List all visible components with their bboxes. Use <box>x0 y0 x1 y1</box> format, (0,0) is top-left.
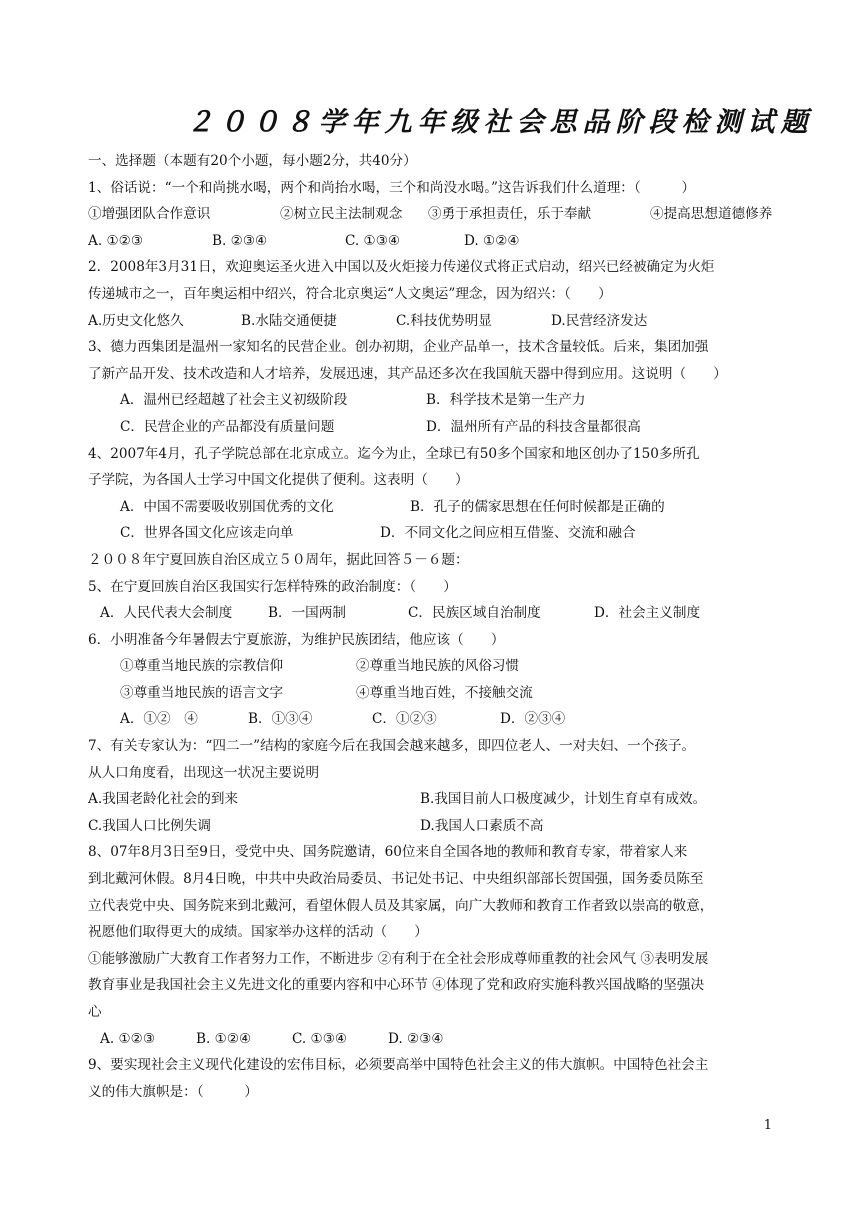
q6-stem: 6．小明准备今年暑假去宁夏旅游，为维护民族团结，他应该（ ） <box>88 631 505 648</box>
q6-statement-1: ①尊重当地民族的宗教信仰 <box>120 658 284 675</box>
q2-stem-line1: 2．2008年3月31日，欢迎奥运圣火进入中国以及火炬接力传递仪式将正式启动，绍兴已经被确定为火炬 <box>88 259 715 276</box>
q3-stem-line2: 了新产品开发、技术改造和人才培养，发展迅速，其产品还多次在我国航天器中得到应用。这说明（ ） <box>88 365 727 382</box>
q5-option-a: A．人民代表大会制度 <box>100 605 233 622</box>
q8-stem-line1: 8、07年8月3日至9日，受党中央、国务院邀请，60位来自全国各地的教师和教育专家，带着家人来 <box>88 844 688 861</box>
q6-option-d: D．②③④ <box>500 711 566 728</box>
q3-option-a: A．温州已经超越了社会主义初级阶段 <box>120 392 348 409</box>
q9-stem-line2: 义的伟大旗帜是：（ ） <box>88 1083 258 1100</box>
q2-option-b: B.水陆交通便捷 <box>241 312 337 329</box>
q8-statements-line2: 教育事业是我国社会主义先进文化的重要内容和中心环节 ④体现了党和政府实施科教兴国战略的坚强决 <box>88 977 705 994</box>
q3-options-row1 <box>88 387 778 414</box>
q8-option-b: B. ①②④ <box>196 1030 252 1047</box>
page-title: ２００８学年九年级社会思品阶段检测试题 <box>186 107 814 138</box>
q7-option-b: B.我国目前人口极度减少，计划生育卓有成效。 <box>420 791 707 808</box>
q8-options <box>88 1026 778 1053</box>
q4-option-b: B．孔子的儒家思想在任何时候都是正确的 <box>410 498 665 515</box>
q7-option-c: C.我国人口比例失调 <box>88 817 211 834</box>
q5-option-b: B．一国两制 <box>268 605 346 622</box>
q1-options <box>88 228 778 255</box>
q4-stem-line2: 子学院，为各国人士学习中国文化提供了便利。这表明（ ） <box>88 472 469 489</box>
q8-stem-line4: 祝愿他们取得更大的成绩。国家举办这样的活动（ ） <box>88 924 428 941</box>
q2-options <box>88 308 778 335</box>
q8-option-a: A. ①②③ <box>100 1030 156 1047</box>
page-number: 1 <box>763 1118 772 1133</box>
q6-statement-4: ④尊重当地百姓，不接触交流 <box>356 684 533 701</box>
q8-option-d: D. ②③④ <box>388 1030 444 1047</box>
q6-statements-row2 <box>88 680 778 707</box>
q4-option-d: D．不同文化之间应相互借鉴、交流和融合 <box>380 525 636 542</box>
q8-option-c: C. ①③④ <box>292 1030 348 1047</box>
q2-option-a: A.历史文化悠久 <box>88 312 184 329</box>
q5-6-intro: ２００８年宁夏回族自治区成立５０周年，据此回答５－６题： <box>88 551 469 568</box>
q5-option-c: C．民族区域自治制度 <box>408 605 541 622</box>
q8-statements-line1: ①能够激励广大教育工作者努力工作，不断进步 ②有利于在全社会形成尊师重教的社会风气 ③表明发展 <box>88 950 709 967</box>
q7-option-d: D.我国人口素质不高 <box>420 817 544 834</box>
q1-statement-2: ②树立民主法制观念 <box>280 206 403 223</box>
q6-statement-2: ②尊重当地民族的风俗习惯 <box>356 658 520 675</box>
q6-option-a: A．①② ④ <box>120 711 198 728</box>
q6-option-b: B．①③④ <box>248 711 313 728</box>
q1-statements <box>88 201 778 228</box>
q4-stem-line1: 4、2007年4月，孔子学院总部在北京成立。迄今为止，全球已有50多个国家和地区创办了150多所孔 <box>88 445 700 462</box>
q1-statement-3: ③勇于承担责任，乐于奉献 <box>428 206 592 223</box>
q7-options-row1 <box>88 786 778 813</box>
q6-options <box>88 706 778 733</box>
q7-option-a: A.我国老龄化社会的到来 <box>88 791 239 808</box>
q8-stem-line3: 立代表党中央、国务院来到北戴河，看望休假人员及其家属，向广大教师和教育工作者致以崇高的敬意， <box>88 897 714 914</box>
q3-option-b: B．科学技术是第一生产力 <box>426 392 586 409</box>
q1-option-d: D. ①②④ <box>464 232 520 249</box>
q5-option-d: D．社会主义制度 <box>594 605 701 622</box>
q4-option-c: C．世界各国文化应该走向单 <box>120 525 294 542</box>
exam-body <box>88 148 778 1105</box>
q7-stem-line2: 从人口角度看，出现这一状况主要说明 <box>88 764 320 781</box>
q1-statement-4: ④提高思想道德修养 <box>650 206 773 223</box>
q1-statement-1: ①增强团队合作意识 <box>88 206 211 223</box>
q5-options <box>88 600 778 627</box>
q5-stem: 5、在宁夏回族自治区我国实行怎样特殊的政治制度：（ ） <box>88 578 457 595</box>
q3-option-d: D．温州所有产品的科技含量都很高 <box>426 418 641 435</box>
q1-option-b: B. ②③④ <box>212 232 268 249</box>
q7-options-row2 <box>88 813 778 840</box>
q7-stem-line1: 7、有关专家认为：“四二一”结构的家庭今后在我国会越来越多，即四位老人、一对夫妇、一个孩子。 <box>88 738 696 755</box>
section-heading: 一、选择题（本题有20个小题，每小题2分，共40分） <box>88 153 417 169</box>
q4-options-row2 <box>88 520 778 547</box>
q2-option-c: C.科技优势明显 <box>396 312 492 329</box>
q8-statements-line3: 心 <box>88 1004 102 1020</box>
q8-stem-line2: 到北戴河休假。8月4日晚，中共中央政治局委员、书记处书记、中央组织部部长贺国强，国务委员陈至 <box>88 871 704 888</box>
q3-option-c: C．民营企业的产品都没有质量问题 <box>120 418 335 435</box>
q1-option-c: C. ①③④ <box>345 232 401 249</box>
q3-stem-line1: 3、德力西集团是温州一家知名的民营企业。创办初期，企业产品单一，技术含量较低。后来，集团加强 <box>88 339 709 356</box>
q6-statements-row1 <box>88 653 778 680</box>
q2-option-d: D.民营经济发达 <box>551 312 648 329</box>
q6-statement-3: ③尊重当地民族的语言文字 <box>120 684 284 701</box>
q6-option-c: C．①②③ <box>372 711 437 728</box>
q1-stem: 1、俗话说：“一个和尚挑水喝，两个和尚抬水喝，三个和尚没水喝。”这告诉我们什么道理：（ ） <box>88 179 696 196</box>
q2-stem-line2: 传递城市之一，百年奥运相中绍兴，符合北京奥运“人文奥运”理念，因为绍兴：（ ） <box>88 285 612 302</box>
q1-option-a: A. ①②③ <box>88 232 144 249</box>
q4-option-a: A．中国不需要吸收别国优秀的文化 <box>120 498 334 515</box>
q4-options-row1 <box>88 494 778 521</box>
q9-stem-line1: 9、要实现社会主义现代化建设的宏伟目标，必须要高举中国特色社会主义的伟大旗帜。中国特色社会主 <box>88 1057 709 1074</box>
q3-options-row2 <box>88 414 778 441</box>
